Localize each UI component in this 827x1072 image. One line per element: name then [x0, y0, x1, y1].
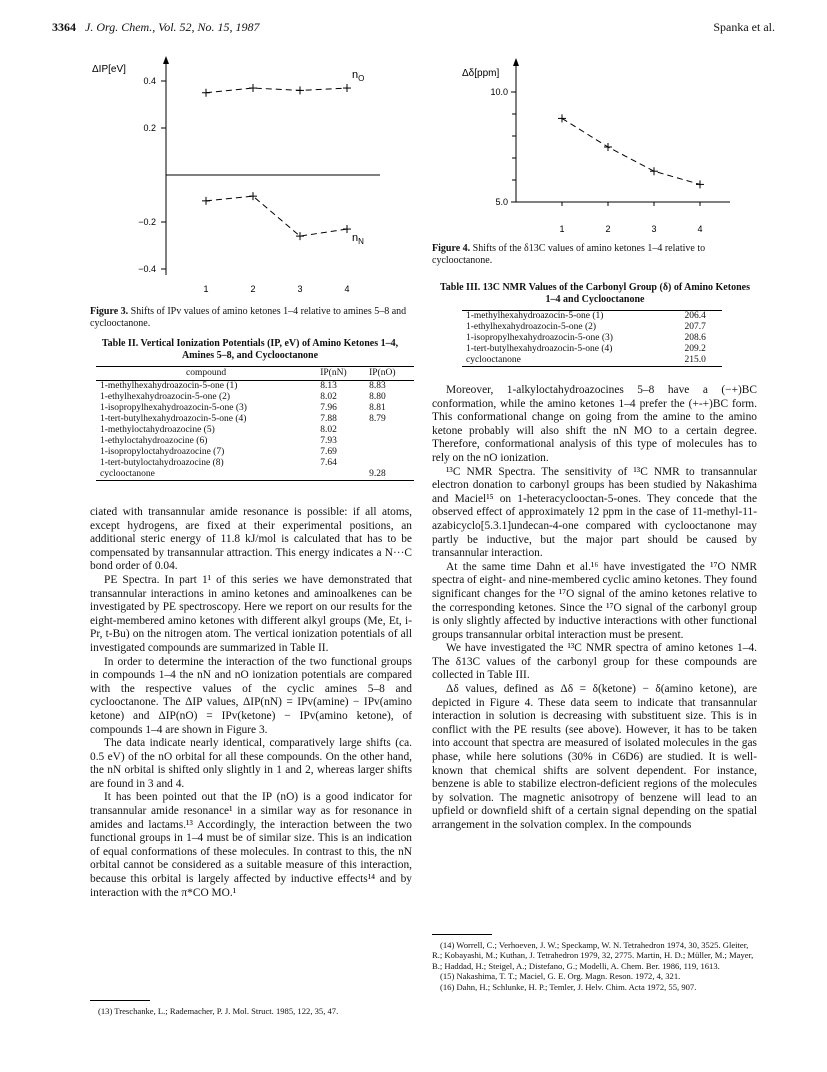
table-3-cell: cyclooctanone [462, 355, 681, 367]
footnote-rule-left [90, 1000, 150, 1001]
table-3-cell: 209.2 [684, 344, 706, 354]
table-3-row [462, 355, 722, 367]
table-2-cell [365, 425, 414, 436]
fig3-ytick-label: 0.4 [143, 76, 156, 86]
table-2-row [96, 469, 414, 481]
table-2-cell: 8.83 [369, 381, 386, 391]
table-3-cell: 207.7 [684, 322, 706, 332]
fig3-point [343, 225, 351, 233]
table-2-cell: 1-tert-butyloctahydroazocine (8) [100, 458, 224, 468]
table-2-row [96, 381, 414, 393]
right-column-text [432, 384, 757, 833]
table-2-cell: 1-methyloctahydroazocine (5) [100, 425, 215, 435]
table-3-row [462, 333, 722, 344]
fig3-xtick-label: 4 [344, 284, 350, 294]
fig3-ytick-label: −0.4 [138, 264, 156, 274]
table-2-cell: 8.81 [369, 403, 386, 413]
footnote-right-3: (16) Dahn, H.; Schlunke, H. P.; Temler, J. Helv. Chim. Acta 1972, 55, 907. [440, 981, 697, 992]
fig3-point [249, 84, 257, 92]
fig4-xtick-label: 4 [697, 224, 703, 234]
fig3-series-line-nO [206, 88, 347, 93]
table-2-cell: 8.80 [369, 392, 386, 402]
table-2-cell: 8.79 [369, 414, 386, 424]
left-paragraph-4: The data indicate nearly identical, comparatively large shifts (ca. 0.5 eV) of the nO orbital for all these compounds. On the other hand, the nN orbital is shifted only slightly in 1 and 2, whereas larger shifts are found in 3 and 4. [90, 737, 412, 790]
table-2-cell: 1-isopropyloctahydroazocine (7) [100, 447, 225, 457]
fig4-point [696, 180, 704, 188]
table-2-cell: 7.69 [320, 447, 337, 457]
table-2-cell: 7.96 [320, 403, 337, 413]
journal-citation: J. Org. Chem., Vol. 52, No. 15, 1987 [85, 20, 260, 34]
fig3-series-top-label: $n_O$ [352, 69, 365, 83]
table-2-cell [316, 469, 365, 481]
table-3-cell: 206.4 [684, 311, 706, 321]
table-3-cell: 1-tert-butylhexahydroazocin-5-one (4) [466, 344, 613, 354]
fig4-xtick-label: 1 [559, 224, 565, 234]
figure-4-caption: Figure 4. Shifts of the δ13C values of amino ketones 1–4 relative to cyclooctanone. [432, 243, 706, 266]
figure-3-caption: Figure 3. Shifts of IPv values of amino ketones 1–4 relative to amines 5–8 and cyclooctanone. [90, 306, 407, 329]
table-2-row [96, 436, 414, 447]
table-2-cell: 1-methylhexahydroazocin-5-one (1) [100, 381, 238, 391]
table-2-cell [365, 458, 414, 469]
fig3-ytick-label: −0.2 [138, 217, 156, 227]
table-3-cell: 1-isopropylhexahydroazocin-5-one (3) [466, 333, 613, 343]
table-2-row [96, 458, 414, 469]
right-paragraph-1: Moreover, 1-alkyloctahydroazocines 5–8 have a (−+)BC conformation, while the amino ketones 1–4 prefer the (+-+)BC form. This conformational change on going from the amine to the amino ketone probably will also shift the nN MO to a certain degree. Therefore, conformational analysis of this type of molecules has to rely on the nO ionization. [432, 384, 757, 464]
fig4-ytick-label: 10.0 [490, 87, 508, 97]
fig4-ytick-label: 5.0 [495, 197, 508, 207]
table-3-cell: 208.6 [684, 333, 706, 343]
footnote-left-1: (13) Treschanke, L.; Rademacher, P. J. Mol. Struct. 1985, 122, 35, 47. [98, 1006, 339, 1016]
fig3-series-bottom-label: $n_N$ [352, 232, 364, 246]
fig4-xtick-label: 2 [605, 224, 611, 234]
fig4-point [558, 114, 566, 122]
table-2-cell: 1-isopropylhexahydroazocin-5-one (3) [100, 403, 247, 413]
left-column-text [90, 506, 412, 900]
table-2-cell [365, 447, 414, 458]
table-3-row [462, 322, 722, 333]
left-paragraph-5: It has been pointed out that the IP (nO) is a good indicator for transannular amide resonance¹ in a similar way as for resonance in amides and lactams.¹³ Accordingly, the interaction between the two functional groups in 1–4 must be of similar size. This is an indication of equal conformations of these molecules. In contrast to this, the nN orbital cannot be considered as a suitable measure of this interaction, because this orbital is largely affected by inductive effects¹⁴ and by interaction with the π*CO MO.¹ [90, 791, 412, 899]
table-2-col-compound: compound [96, 367, 316, 381]
fig4-point [604, 143, 612, 151]
right-paragraph-4: We have investigated the ¹³C NMR spectra of amino ketones 1–4. The δ13C values of the carbonyl group for these compounds are collected in Table III. [432, 642, 757, 682]
right-paragraph-3: At the same time Dahn et al.¹⁶ have investigated the ¹⁷O NMR spectra of eight- and nine-membered cyclic amino ketones. They found significant changes for the ¹⁷O signal of the amino ketones relative to the corresponding ketones. Since the ¹⁷O signal of the carbonyl group is only slightly affected by inductive interactions with other functional groups transannular orbital interaction must be present. [432, 560, 757, 641]
table-3-row [462, 344, 722, 355]
right-paragraph-2: ¹³C NMR Spectra. The sensitivity of ¹³C NMR to transannular electron donation to carbonyl groups has been studied by Nakashima and Maciel¹⁵ on 1-heteracyclooctan-5-ones. They concede that the observed effect of approximately 12 ppm in the case of 11-methyl-11-azabicyclo[5.3.1]undecan-4-one compared with cyclooctanone may partly be inductive, but the major part should be caused by transannular interaction. [432, 465, 757, 560]
fig3-point [202, 197, 210, 205]
fig3-xtick-label: 3 [297, 284, 303, 294]
table-3-row [462, 311, 722, 323]
table-2-cell: 7.93 [320, 436, 337, 446]
footnote-rule-right [432, 934, 492, 935]
fig3-xtick-label: 1 [203, 284, 209, 294]
table-2-cell: 8.02 [320, 392, 337, 402]
table-2-row [96, 392, 414, 403]
footnote-right-2: (15) Nakashima, T. T.; Maciel, G. E. Org. Magn. Reson. 1972, 4, 321. [440, 971, 681, 982]
fig3-point [296, 86, 304, 94]
fig4-xtick-label: 3 [651, 224, 657, 234]
left-paragraph-1: ciated with transannular amide resonance is possible: if all atoms, except hydrogens, are fixed at their experimental positions, an additional steric energy of 11.8 kJ/mol is calculated that has to be compensated by transannular attraction. This energy indicates a N···C bond order of 0.04. [90, 506, 412, 573]
table-2-cell: 1-tert-butylhexahydroazocin-5-one (4) [100, 414, 247, 424]
table-2-cell: 7.64 [320, 458, 337, 468]
table-2-row [96, 414, 414, 425]
table-2 [96, 366, 414, 481]
fig4-point [650, 167, 658, 175]
table-3-cell: 215.0 [681, 355, 722, 367]
table-2-cell: 9.28 [365, 469, 414, 481]
fig3-series-line-nN [206, 196, 347, 236]
table-3-cell: 1-ethylhexahydroazocin-5-one (2) [466, 322, 597, 332]
fig3-ytick-label: 0.2 [143, 123, 156, 133]
table-2-title: Table II. Vertical Ionization Potentials (IP, eV) of Amino Ketones 1–4, Amines 5–8, and Cyclooctanone [101, 338, 399, 361]
table-3 [462, 310, 722, 367]
table-2-cell: 7.88 [320, 414, 337, 424]
page-number: 3364 [52, 20, 76, 34]
left-paragraph-3: In order to determine the interaction of the two functional groups in compounds 1–4 the nN and nO ionization potentials are compared with the respective values of the cyclic amines 5–8 and cyclooctanone. The ΔIP values, ΔIP(nN) = IPv(amine) − IPv(amino ketone) and ΔIP(nO) = IPv(ketone) − IPv(amino ketone), of compounds 1–4 are shown in Figure 3. [90, 655, 412, 736]
page-header-left [52, 20, 260, 35]
fig3-ylabel: ΔIP[eV] [92, 64, 126, 75]
table-2-cell: 8.13 [320, 381, 337, 391]
table-2-cell: 8.02 [320, 425, 337, 435]
left-paragraph-2: PE Spectra. In part 1¹ of this series we have demonstrated that transannular interactions in amino ketones and aminoalkenes can be investigated by PE spectroscopy. Here we report on our results for the eight-membered amino ketones with different alkyl groups (Me, Et, i-Pr, t-Bu) on the nitrogen atom. The vertical ionization potentials of all investigated compounds are summarized in Table II. [90, 573, 412, 654]
figure-3-plot [90, 50, 390, 300]
fig4-ylabel: Δδ[ppm] [462, 68, 500, 79]
page-header-authors: Spanka et al. [713, 20, 775, 34]
footnotes-right [432, 940, 757, 992]
footnotes-left [90, 1006, 412, 1016]
table-2-col-ipn: IP(nN) [316, 367, 365, 381]
table-2-row [96, 403, 414, 414]
fig3-xtick-label: 2 [250, 284, 256, 294]
table-2-row [96, 447, 414, 458]
table-2-cell: 1-ethyloctahydroazocine (6) [100, 436, 208, 446]
right-paragraph-5: Δδ values, defined as Δδ = δ(ketone) − δ(amino ketone), are depicted in Figure 4. These data seem to indicate that transannular interaction in solution is decreasing with substituent size. This is in conflict with the PE results (see above). However, it has to be taken into account that spectra are measured of isolated molecules in the gas phase, while here solutions (30% in C6D6) are studied. It is well-known that chemical shifts are solvent dependent. For instance, benzene is able to stabilize electron-deficient regions of the molecules by solvation. The magnetic anisotropy of benzene will lead to an upfield or downfield shift of a certain signal depending on the spatial arrangement in the solvation complex. In the compounds [432, 683, 757, 831]
footnote-right-1: (14) Worrell, C.; Verhoeven, J. W.; Speckamp, W. N. Tetrahedron 1974, 30, 3525. Gleiter, R.; Kobayashi, M.; Kuthan, J. Tetrahedron 1979, 32, 2775. Martin, H. D.; Müller, M.; Mayer, B.; Haddad, H.; Steigel, A.; Distefano, G.; Modelli, A. Chem. Ber. 1986, 119, 1613. [432, 940, 754, 971]
table-2-cell: cyclooctanone [96, 469, 316, 481]
figure-4-plot [440, 50, 740, 250]
table-2-cell [365, 436, 414, 447]
fig4-series-line [562, 118, 700, 184]
table-2-col-ipo: IP(nO) [365, 367, 414, 381]
table-2-row [96, 425, 414, 436]
fig3-point [343, 84, 351, 92]
fig3-point [202, 89, 210, 97]
table-2-cell: 1-ethylhexahydroazocin-5-one (2) [100, 392, 231, 402]
table-3-cell: 1-methylhexahydroazocin-5-one (1) [466, 311, 604, 321]
table-3-title: Table III. 13C NMR Values of the Carbonyl Group (δ) of Amino Ketones 1–4 and Cyclooctanone [440, 282, 750, 305]
